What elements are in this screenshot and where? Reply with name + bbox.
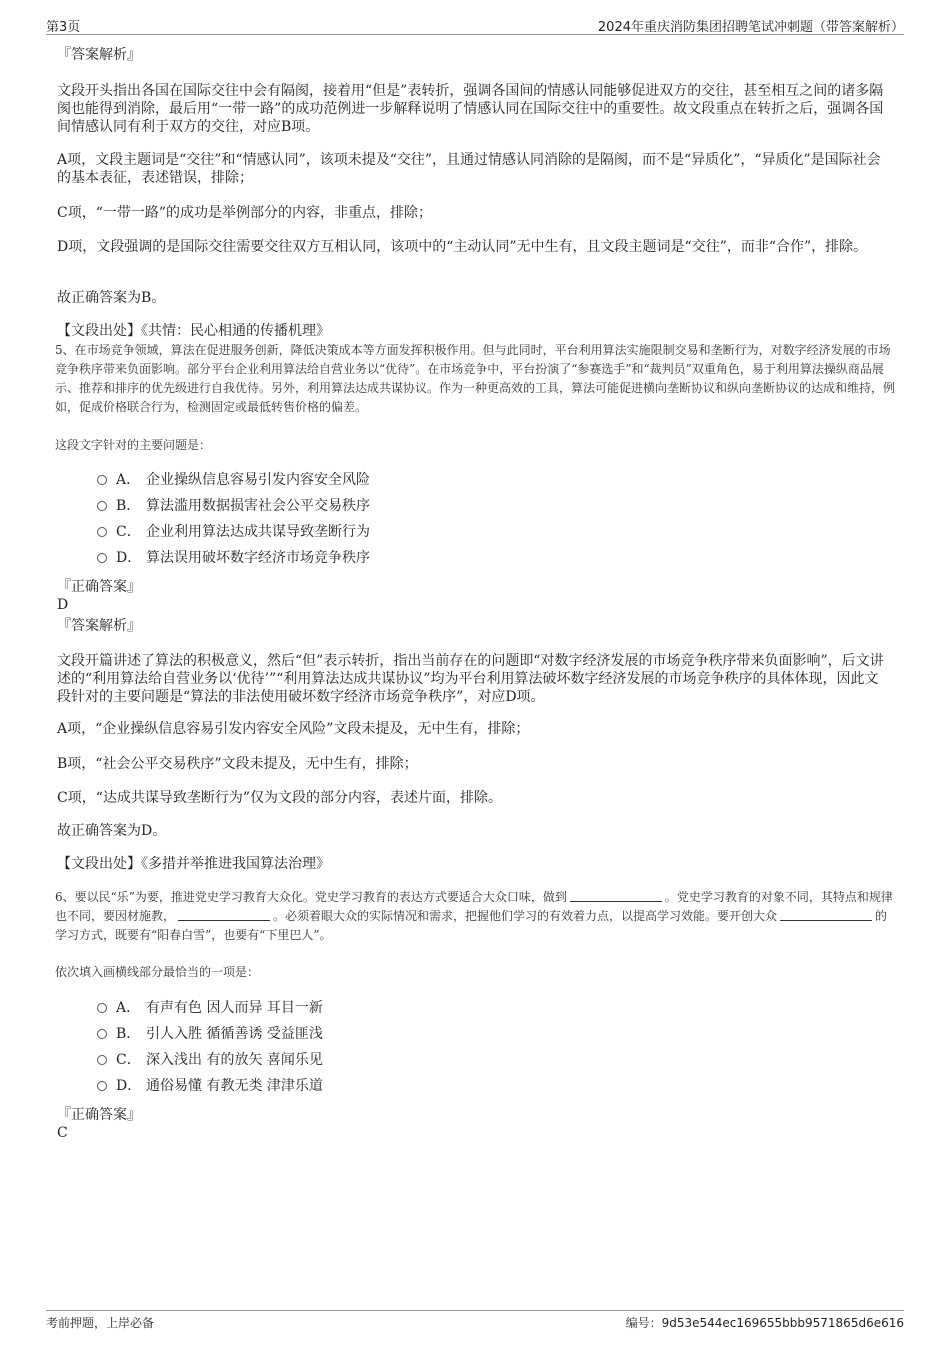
q5-option-c[interactable]: C． 企业利用算法达成共谋导致垄断行为: [97, 523, 517, 541]
q6-answer: C: [57, 1125, 68, 1141]
radio-button[interactable]: [97, 527, 107, 537]
q5-answer-tag: 『正确答案』: [57, 579, 141, 595]
q5-question-text: 5、在市场竞争领域，算法在促进服务创新，降低决策成本等方面发挥积极作用。但与此同时，平台利用算法实施限制交易和垄断行为，对数字经济发展的市场竞争秩序带来负面影响。部分平台企业利用算法给自营业务以“优待”。在市场竞争中，平台扮演了“参赛选手”和“裁判员”双重角色，易于利用算法操纵商品展示、推荐和排序的优先级进行自我优待。另外，利用算法达成共谋协议。作为一种更高效的工具，算法可能促进横向垄断协议和纵向垄断协议的达成和维持，例如，促成价格联合行为，检测固定或最低转售价格的偏差。: [55, 343, 896, 414]
radio-button[interactable]: [97, 1081, 107, 1091]
radio-button[interactable]: [97, 553, 107, 563]
page-header: [46, 14, 904, 35]
q4-analysis-tag: 『答案解析』: [57, 47, 141, 63]
radio-button[interactable]: [97, 475, 107, 485]
q5-option-b[interactable]: B． 算法滥用数据损害社会公平交易秩序: [97, 497, 517, 515]
fill-blank-3: [780, 909, 872, 921]
q5-analysis-option-c: C项，“达成共谋导致垄断行为”仅为文段的部分内容，表述片面，排除。: [57, 790, 503, 806]
q5-prompt: 这段文字针对的主要问题是：: [55, 438, 212, 452]
radio-button[interactable]: [97, 501, 107, 511]
document-title: 2024年重庆消防集团招聘笔试冲刺题（带答案解析）: [597, 20, 904, 35]
q6-option-b[interactable]: B． 引人入胜 循循善诱 受益匪浅: [97, 1025, 517, 1043]
q4-source: 【文段出处】《共情：民心相通的传播机理》: [57, 323, 330, 339]
q5-option-d[interactable]: D． 算法误用破坏数字经济市场竞争秩序: [97, 549, 517, 567]
q5-analysis-paragraph: 文段开篇讲述了算法的积极意义，然后“但”表示转折，指出当前存在的问题即“对数字经济发展的市场竞争秩序带来负面影响”，后文讲述的“利用算法给自营业务以‘优待’”“利用算法达成共谋协议”均为平台利用算法破坏数字经济发展的市场竞争秩序的具体体现，因此文段针对的主要问题是“算法的非法使用破坏数字经济市场竞争秩序”，对应D项。: [57, 653, 884, 705]
q5-analysis-option-b: B项，“社会公平交易秩序”文段未提及，无中生有，排除；: [57, 756, 418, 772]
q4-analysis-option-a: A项，文段主题词是“交往”和“情感认同”，该项未提及“交往”，且通过情感认同消除的是隔阂，而不是“异质化”，“异质化”是国际社会的基本表征，表述错误，排除；: [57, 152, 881, 186]
q6-option-d[interactable]: D． 通俗易懂 有教无类 津津乐道: [97, 1077, 517, 1095]
q5-analysis-option-a: A项，“企业操纵信息容易引发内容安全风险”文段未提及，无中生有，排除；: [57, 721, 530, 737]
radio-button[interactable]: [97, 1029, 107, 1039]
q6-prompt: 依次填入画横线部分最恰当的一项是：: [55, 965, 260, 979]
q4-analysis-paragraph: 文段开头指出各国在国际交往中会有隔阂，接着用“但是”表转折，强调各国间的情感认同能够促进双方的交往，甚至相互之间的诸多隔阂也能得到消除，最后用“一带一路”的成功范例进一步解释说明了情感认同在国际交往中的重要性。故文段重点在转折之后，强调各国间情感认同有利于双方的交往，对应B项。: [57, 83, 884, 135]
q4-analysis-option-c: C项，“一带一路”的成功是举例部分的内容，非重点，排除；: [57, 205, 433, 221]
radio-button[interactable]: [97, 1055, 107, 1065]
q6-option-a[interactable]: A． 有声有色 因人而异 耳目一新: [97, 999, 517, 1017]
page-number: 第3页: [46, 20, 81, 35]
q5-conclusion: 故正确答案为D。: [57, 823, 167, 839]
q5-option-a[interactable]: A． 企业操纵信息容易引发内容安全风险: [97, 471, 517, 489]
q6-answer-tag: 『正确答案』: [57, 1107, 141, 1123]
q5-source: 【文段出处】《多措并举推进我国算法治理》: [57, 856, 330, 872]
page-footer: [46, 1310, 904, 1330]
q5-answer: D: [57, 597, 69, 613]
q6-question-text: 6、要以民“乐”为要，推进党史学习教育大众化。党史学习教育的表达方式要适合大众口味，做到 。党史学习教育的对象不同，其特点和规律也不同，要因材施教， 。必须着眼大众的实际情况和需求，把握他们学习的有效着力点，以提高学习效能。要开创大众 的学习方式，既要有“阳春白雪”，也要有“下里巴人”。: [55, 890, 893, 942]
q4-analysis-option-d: D项，文段强调的是国际交往需要交往双方互相认同，该项中的“主动认同”无中生有，且文段主题词是“交往”，而非“合作”，排除。: [57, 239, 868, 255]
fill-blank-1: [570, 890, 662, 902]
q6-option-c[interactable]: C． 深入浅出 有的放矢 喜闻乐见: [97, 1051, 517, 1069]
fill-blank-2: [178, 909, 270, 921]
q5-analysis-tag: 『答案解析』: [57, 618, 141, 634]
radio-button[interactable]: [97, 1003, 107, 1013]
document-id: 编号：9d53e544ec169655bbb9571865d6e616: [625, 1316, 904, 1330]
footer-slogan: 考前押题，上岸必备: [46, 1316, 155, 1330]
q4-conclusion: 故正确答案为B。: [57, 290, 166, 306]
